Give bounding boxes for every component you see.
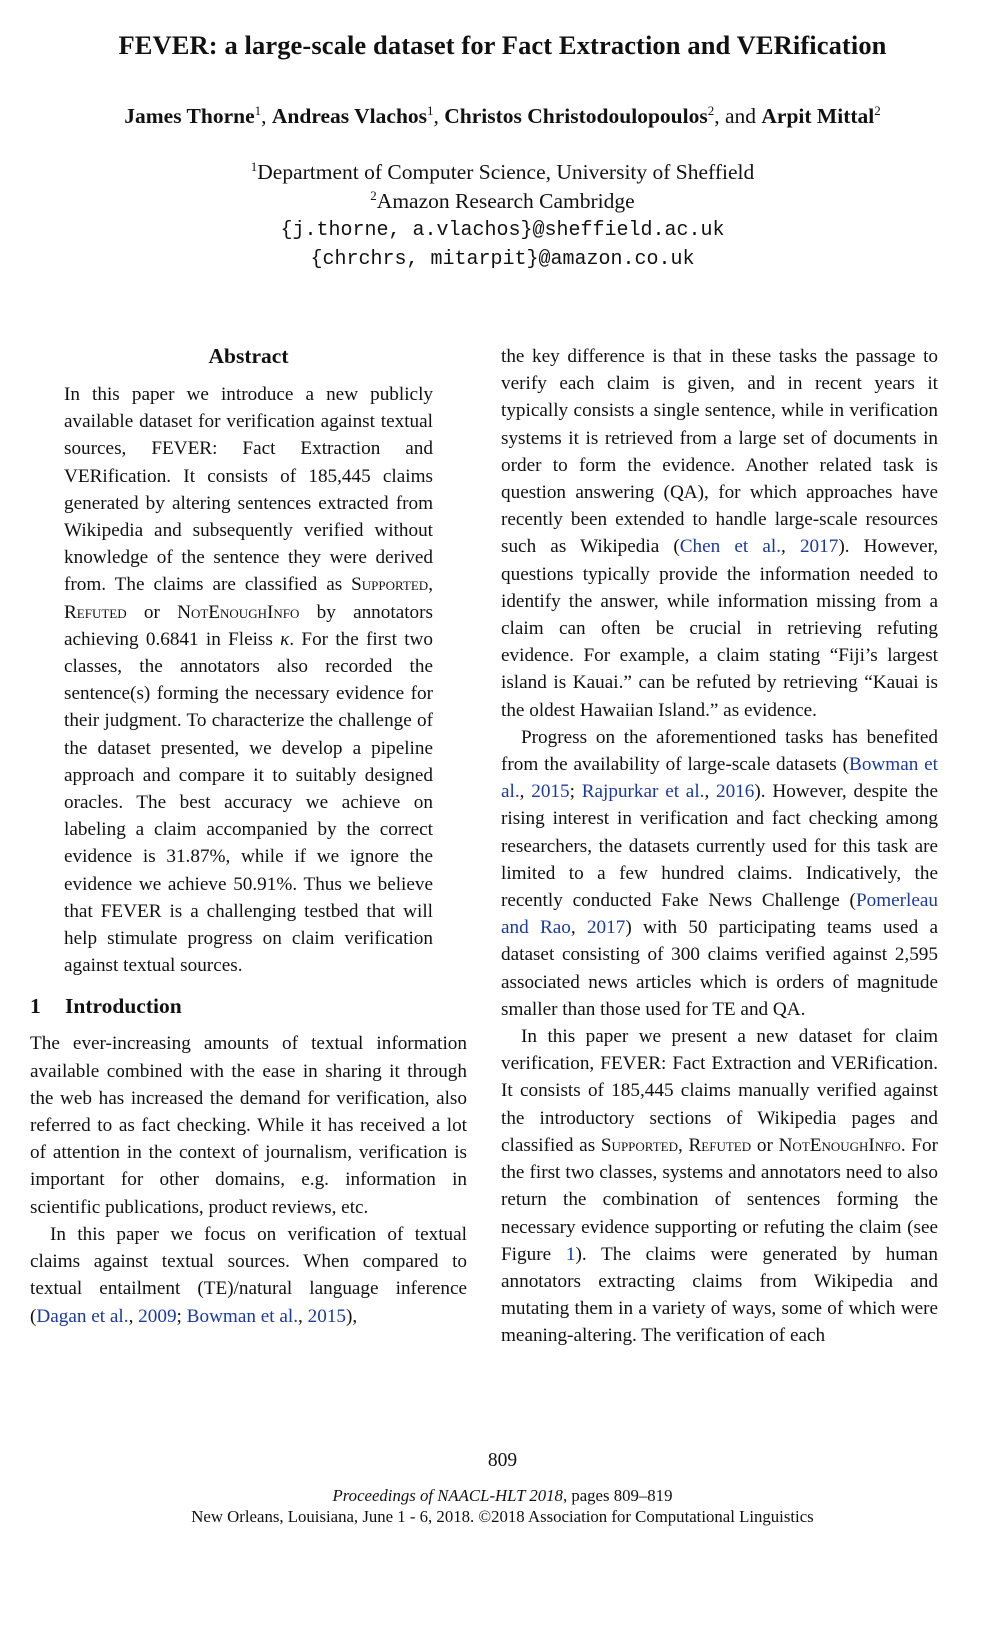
left-column (30, 343, 467, 1330)
paper-title: FEVER: a large-scale dataset for Fact Extraction and VERification (118, 30, 887, 60)
author-name: Andreas Vlachos (271, 104, 428, 128)
citation-dagan-name[interactable]: Dagan et al. (36, 1305, 129, 1327)
affiliation-2 (0, 187, 1005, 216)
right-p1-text-b: ). However, questions typically provide the information needed to identify the answer, while information missing from a claim can often be crucial in retrieving refuting evidence. For example, a claim stating “Fiji’s largest island is Kauai.” can be refuted by retrieving “Kauai is the oldest Hawaiian Island.” as evidence. (501, 536, 938, 721)
citation-chen-year[interactable]: 2017 (799, 536, 839, 558)
right-p2-text-c: ) with 50 participating teams used a dataset consisting of 300 claims verified against 2,595 associated news articles which is orders of magnitude smaller than those used for TE and QA. (501, 917, 938, 1020)
footer-location: New Orleans, Louisiana, June 1 - 6, 2018. ©2018 Association for Computational Linguistics (191, 1507, 814, 1526)
section-heading-introduction (30, 993, 467, 1020)
author-name: Arpit Mittal (761, 104, 875, 128)
affiliation-1-marker: 1 (250, 159, 258, 174)
class-label: NotEnoughInfo (778, 1134, 901, 1156)
abstract-text: In this paper we introduce a new publicly available dataset for verification against textual sources, FEVER: Fact Extraction and VERification. It consists of 185,445 claims generated by altering sentences extracted from Wikipedia and subsequently verified without knowledge of the sentence they were derived from. The claims are classified as Supported, Refuted or NotEnoughInfo by annotators achieving 0.6841 in Fleiss κ. For the first two classes, the annotators also recorded the sentence(s) forming the necessary evidence for their judgment. To characterize the challenge of the dataset presented, we develop a pipeline approach and compare it to suitably designed oracles. The best accuracy we achieve on labeling a claim accompanied by the correct evidence is 31.87%, while if we ignore the evidence we achieve 50.91%. Thus we believe that FEVER is a challenging testbed that will help stimulate progress on claim verification against textual sources. (64, 384, 433, 977)
footer-venue (0, 1485, 1005, 1507)
kappa-symbol: κ (280, 628, 290, 650)
intro-paragraph-2: In this paper we focus on verification of textual claims against textual sources. When compared to textual entailment (TE)/natural language inference (Dagan et al., 2009; Bowman et al., 2015), (30, 1223, 467, 1327)
intro-p2-text: In this paper we focus on verification of textual claims against textual sources. When compared to textual entailment (TE)/natural language inference ( (30, 1223, 467, 1327)
author-affiliation-marker: 2 (874, 103, 881, 118)
email-amazon[interactable]: {chrchrs, mitarpit}@amazon.co.uk (310, 248, 695, 271)
right-paragraph-3: In this paper we present a new dataset for claim verification, FEVER: Fact Extraction and VERification. It consists of 185,445 claims manually verified against the introductory sections of Wikipedia pages and classified as Supported, Refuted or NotEnoughInfo. For the first two classes, systems and annotators need to also return the combination of sentences forming the necessary evidence supporting or refuting the claim (see Figure 1). The claims were generated by human annotators extracting claims from Wikipedia and mutating them in a variety of ways, some of which were meaning-altering. The verification of each (501, 1026, 939, 1347)
class-label: NotEnoughInfo (177, 601, 300, 623)
footer-pages: , pages 809–819 (562, 1486, 673, 1505)
author-name: Christos Christodoulopoulos (444, 104, 708, 128)
figure-reference-link[interactable]: 1 (565, 1243, 576, 1265)
right-p1-text-a: the key difference is that in these tasks the passage to verify each claim is given, and in recent years it typically consists a single sentence, while in verification systems it is retrieved from a large set of documents in order to form the evidence. Another related task is question answering (QA), for which approaches have recently been extended to handle large-scale resources such as Wikipedia ( (501, 346, 938, 558)
citation-rajpurkar-year[interactable]: 2016 (716, 781, 755, 803)
citation-dagan-year[interactable]: 2009 (138, 1305, 177, 1327)
page-number: 809 (487, 1450, 518, 1471)
citation-bowman-name[interactable]: Bowman et al. (186, 1305, 299, 1327)
section-title: Introduction (65, 994, 182, 1019)
right-column (501, 343, 938, 1350)
citation-bowman-year[interactable]: 2015 (307, 1305, 347, 1327)
affiliation-1-text: Department of Computer Science, University of Sheffield (257, 160, 755, 184)
class-label: Supported (351, 574, 429, 596)
right-p2-text-b: ). However, despite the rising interest in verification and fact checking among researchers, the datasets currently used for this task are limited to a few hundred claims. Indicatively, the recently conducted Fake News Challenge ( (501, 781, 939, 912)
citation-rajpurkar-name[interactable]: Rajpurkar et al. (581, 781, 705, 803)
email-sheffield[interactable]: {j.thorne, a.vlachos}@sheffield.ac.uk (280, 219, 725, 242)
affiliation-2-text: Amazon Research Cambridge (376, 189, 635, 213)
class-label: Refuted (64, 601, 127, 623)
abstract-heading: Abstract (208, 344, 289, 368)
citation-pomerleau-year[interactable]: 2017 (586, 917, 626, 939)
affiliation-2-marker: 2 (370, 188, 377, 203)
author-affiliation-marker: 1 (254, 103, 262, 118)
citation-bowman2-name[interactable]: Bowman et al. (501, 754, 938, 803)
right-p2-text-a: Progress on the aforementioned tasks has benefited from the availability of large-scale datasets ( (501, 726, 938, 776)
affiliation-1 (0, 158, 1005, 187)
abstract (64, 343, 433, 979)
author-name: James Thorne (124, 104, 255, 128)
citation-pomerleau-name[interactable]: Pomerleau and Rao (501, 890, 938, 939)
affiliations (0, 158, 1005, 274)
citation-bowman2-year[interactable]: 2015 (531, 781, 570, 803)
author-affiliation-marker: 1 (427, 103, 434, 118)
footer-venue-name: Proceedings of NAACL-HLT 2018 (332, 1486, 563, 1505)
right-paragraph-2: Progress on the aforementioned tasks has benefited from the availability of large-scale datasets (Bowman et al., 2015; Rajpurkar et al., 2016). However, despite the rising interest in verification and fact checking among researchers, the datasets currently used for this task are limited to a few hundred claims. Indicatively, the recently conducted Fake News Challenge (Pomerleau and Rao, 2017) with 50 participating teams used a dataset consisting of 300 claims verified against 2,595 associated news articles which is orders of magnitude smaller than those used for TE and QA. (501, 726, 939, 1020)
intro-p2-tail: ), (346, 1305, 358, 1327)
section-number: 1 (30, 994, 41, 1019)
class-label: Refuted (688, 1134, 752, 1156)
citation-chen-name[interactable]: Chen et al. (679, 536, 782, 558)
author-list: James Thorne$^1$, Andreas Vlachos$^1$, Christos Christodoulopoulos$^2$, and Arpit Mittal$^2$ (124, 103, 881, 128)
intro-paragraph-1: The ever-increasing amounts of textual information available combined with the ease in sharing it through the web has increased the demand for verification, also referred to as fact checking. While it has received a lot of attention in the context of journalism, verification is important for other domains, e.g. information in scientific publications, product reviews, etc. (30, 1033, 467, 1218)
right-paragraph-1: the key difference is that in these tasks the passage to verify each claim is given, and in recent years it typically consists a single sentence, while in verification systems it is retrieved from a large set of documents in order to form the evidence. Another related task is question answering (QA), for which approaches have recently been extended to handle large-scale resources such as Wikipedia (Chen et al., 2017). However, questions typically provide the information needed to identify the answer, while information missing from a claim can often be crucial in retrieving refuting evidence. For example, a claim stating “Fiji’s largest island is Kauai.” can be refuted by retrieving “Kauai is the oldest Hawaiian Island.” as evidence. (501, 346, 938, 721)
author-affiliation-marker: 2 (707, 103, 715, 118)
class-label: Supported (600, 1134, 678, 1156)
